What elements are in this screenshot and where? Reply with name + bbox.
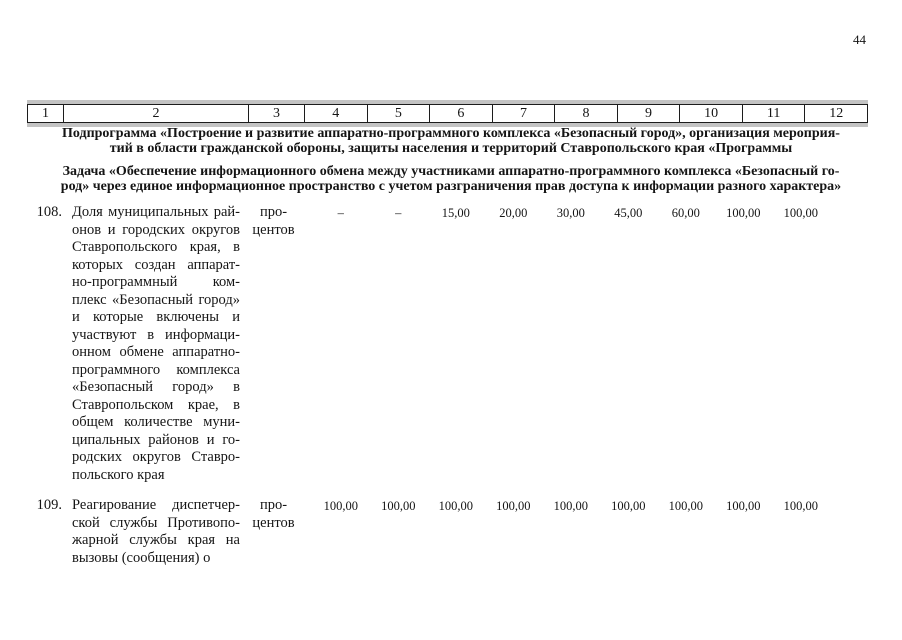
unit-of-measure xyxy=(247,204,312,239)
indicator-name-line: плекс «Безопасный город» xyxy=(72,291,240,308)
indicator-value: 100,00 xyxy=(726,499,761,513)
indicator-value: 45,00 xyxy=(614,206,643,220)
indicator-name-line: онов и городских округов xyxy=(72,221,240,238)
indicator-value: 15,00 xyxy=(441,206,470,220)
indicator-name-line: Реагирование диспетчер- xyxy=(72,497,240,513)
indicator-value: 100,00 xyxy=(668,499,703,513)
indicator-name-line: польского края xyxy=(72,466,165,483)
unit-of-measure xyxy=(247,497,312,532)
indicator-name-line: онном обмене аппаратно- xyxy=(72,344,240,360)
indicator-name-line: Доля муниципальных рай- xyxy=(72,204,240,220)
indicator-name-line: ской службы Противопо- xyxy=(72,514,240,531)
indicator-name-line: «Безопасный город» в xyxy=(72,379,240,395)
indicator-name-line: программного комплекса xyxy=(72,361,240,378)
column-number-cell: 6 xyxy=(429,105,492,122)
column-number-cell: 2 xyxy=(63,105,248,122)
column-number-cell: 5 xyxy=(367,105,430,122)
indicator-name-line: и которые включены и xyxy=(72,309,240,325)
indicator-value: 100,00 xyxy=(553,499,588,513)
task-heading-line: Задача «Обеспечение информационного обмена между участниками аппаратно-программного комплекса «Безопасный го- xyxy=(62,164,840,179)
unit-line: центов xyxy=(252,514,295,531)
indicator-row xyxy=(27,497,830,567)
unit-line: центов xyxy=(252,221,295,238)
subprogram-heading-line: тий в области гражданской обороны, защиты населения и территорий Ставропольского края «Программы xyxy=(109,140,793,156)
indicator-name-line: Ставропольского края, в xyxy=(72,239,240,255)
unit-line: про- xyxy=(259,204,288,220)
column-number-cell: 9 xyxy=(617,105,680,122)
row-number: 109. xyxy=(36,497,62,513)
indicator-value: 100,00 xyxy=(726,206,761,220)
column-number-cell: 8 xyxy=(554,105,617,122)
indicator-name-line: общем количестве муни- xyxy=(72,414,240,430)
indicator-value: 100,00 xyxy=(381,499,416,513)
task-heading xyxy=(0,165,902,195)
indicator-value: – xyxy=(395,206,402,220)
indicator-name-line: ципальных районов и го- xyxy=(72,431,240,448)
subprogram-heading xyxy=(0,127,902,157)
indicator-name xyxy=(62,204,247,484)
subprogram-heading-line: Подпрограмма «Построение и развитие аппаратно-программного комплекса «Безопасный город», организация мероприя- xyxy=(62,126,840,141)
unit-line: про- xyxy=(259,497,288,513)
indicator-value: 20,00 xyxy=(499,206,528,220)
indicator-value: 100,00 xyxy=(438,499,473,513)
column-number-cell: 10 xyxy=(679,105,742,122)
indicator-name-line: Ставропольском крае, в xyxy=(72,396,240,413)
column-number-cell: 1 xyxy=(42,106,49,121)
column-number-cell: 12 xyxy=(804,105,867,122)
indicator-row xyxy=(27,204,830,484)
indicator-value: 100,00 xyxy=(783,499,818,513)
indicator-name-line: жарной службы края на xyxy=(72,532,240,548)
indicator-name xyxy=(62,497,247,567)
task-heading-line: род» через единое информационное пространство с учетом разграничения прав доступа к информации разного характера» xyxy=(60,178,842,194)
indicator-value: 60,00 xyxy=(671,206,700,220)
indicator-value: 100,00 xyxy=(323,499,358,513)
indicator-name-line: вызовы (сообщения) о xyxy=(72,549,211,566)
column-number-cell: 4 xyxy=(304,105,367,122)
indicator-value: 100,00 xyxy=(496,499,531,513)
column-number-cell: 7 xyxy=(492,105,555,122)
column-number-header xyxy=(27,104,868,123)
row-number: 108. xyxy=(36,204,62,220)
indicator-name-line: родских округов Ставро- xyxy=(72,449,240,465)
indicator-name-line: участвуют в информаци- xyxy=(72,326,240,343)
page-number: 44 xyxy=(853,32,866,47)
indicator-value: 30,00 xyxy=(556,206,585,220)
indicator-value: – xyxy=(337,206,344,220)
column-number-cell: 3 xyxy=(248,105,304,122)
indicator-value: 100,00 xyxy=(783,206,818,220)
indicator-value: 100,00 xyxy=(611,499,646,513)
indicator-name-line: но-программный ком- xyxy=(72,274,240,290)
indicator-rows xyxy=(27,204,830,567)
indicator-name-line: которых создан аппарат- xyxy=(72,256,240,273)
column-number-cell: 11 xyxy=(742,105,805,122)
